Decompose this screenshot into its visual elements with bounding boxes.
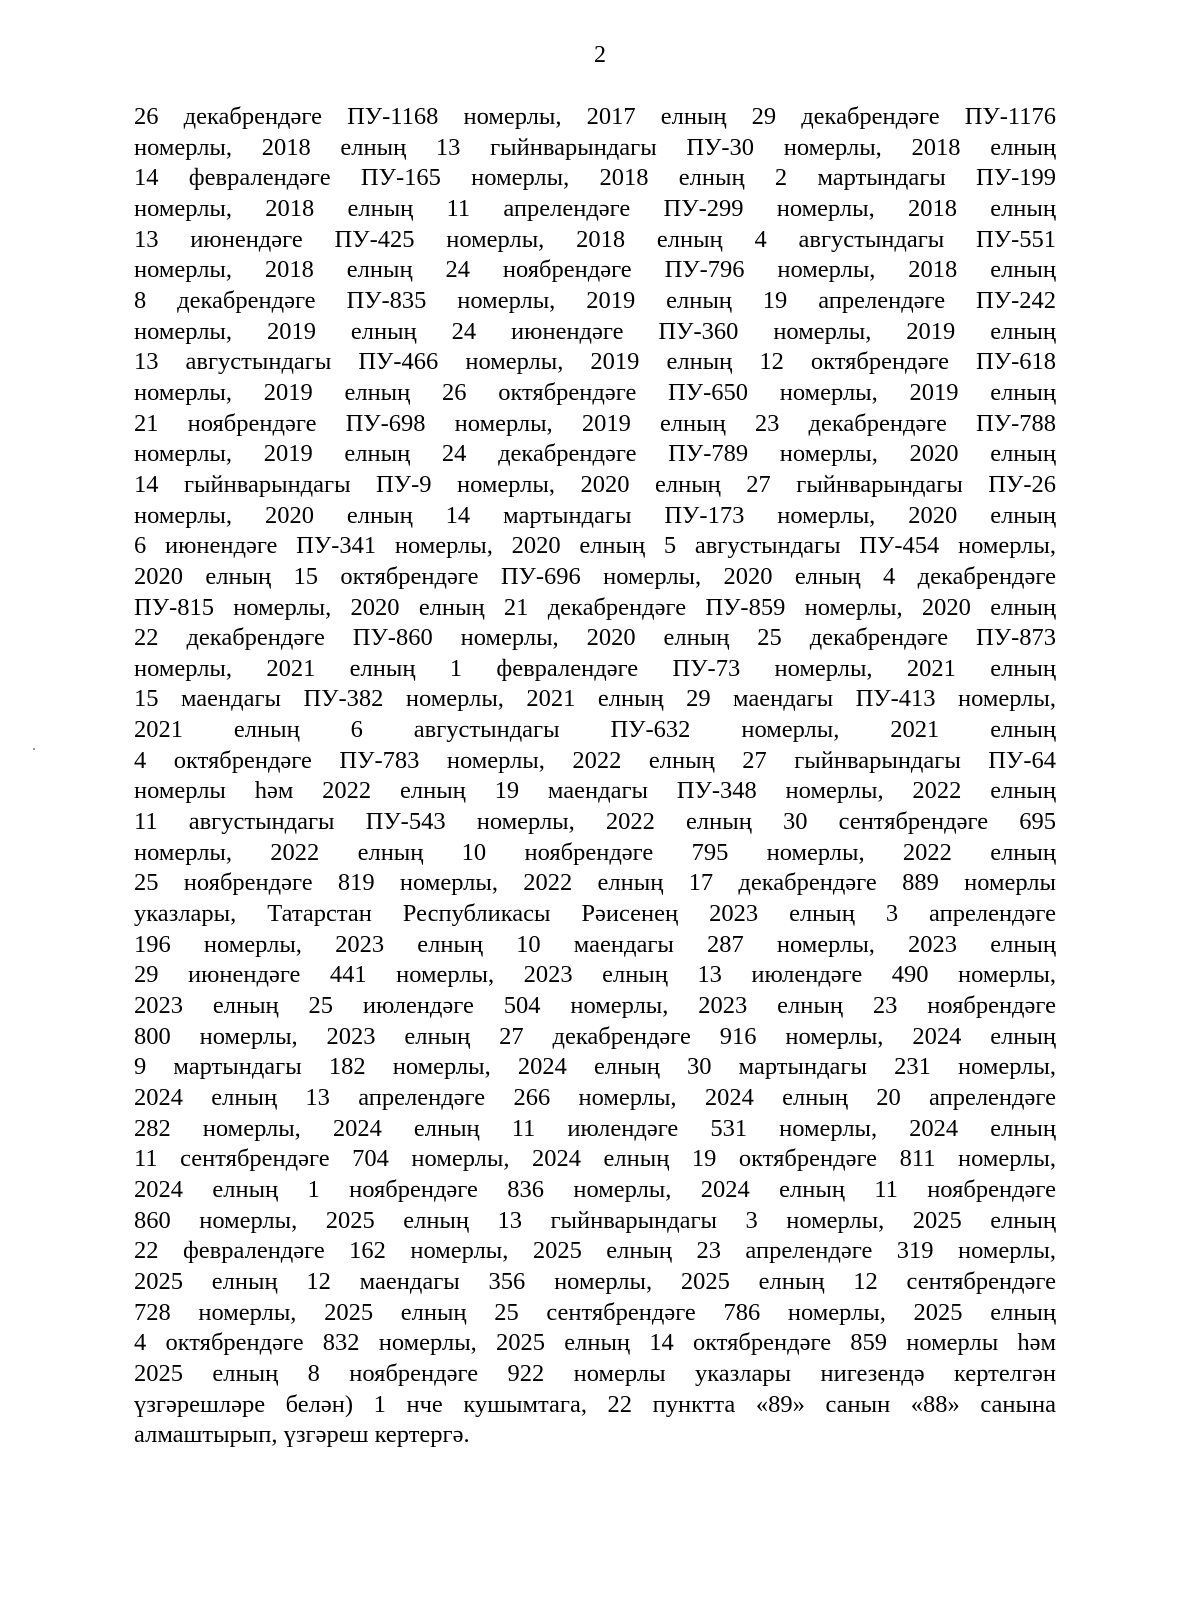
- text-line: номерлы, 2019 елның 24 июнендәге ПУ-360 номерлы, 2019 елның: [134, 317, 1056, 345]
- text-line: 11 августындагы ПУ-543 номерлы, 2022 елның 30 сентябрендәге 695: [134, 808, 1056, 836]
- text-line: 6 июнендәге ПУ-341 номерлы, 2020 елның 5 августындагы ПУ-454 номерлы,: [134, 532, 1056, 560]
- text-line: номерлы, 2020 елның 14 мартындагы ПУ-173 номерлы, 2020 елның: [134, 501, 1056, 529]
- text-line: 2020 елның 15 октябрендәге ПУ-696 номерлы, 2020 елның 4 декабрендәге: [134, 562, 1056, 590]
- text-line: 2024 елның 1 ноябрендәге 836 номерлы, 2024 елның 11 ноябрендәге: [134, 1175, 1056, 1203]
- text-line: номерлы, 2018 елның 11 апрелендәге ПУ-299 номерлы, 2018 елның: [134, 194, 1056, 222]
- text-line: 282 номерлы, 2024 елның 11 июлендәге 531 номерлы, 2024 елның: [134, 1114, 1056, 1142]
- text-line: 800 номерлы, 2023 елның 27 декабрендәге 916 номерлы, 2024 елның: [134, 1022, 1056, 1050]
- text-line: 728 номерлы, 2025 елның 25 сентябрендәге 786 номерлы, 2025 елның: [134, 1298, 1056, 1326]
- text-line: 13 августындагы ПУ-466 номерлы, 2019 елның 12 октябрендәге ПУ-618: [134, 348, 1056, 376]
- text-line: номерлы, 2018 елның 13 гыйнварындагы ПУ-30 номерлы, 2018 елның: [134, 133, 1056, 161]
- text-line: 860 номерлы, 2025 елның 13 гыйнварындагы 3 номерлы, 2025 елның: [134, 1206, 1056, 1234]
- page-number: 2: [594, 42, 606, 68]
- text-line: 4 октябрендәге 832 номерлы, 2025 елның 14 октябрендәге 859 номерлы һәм: [134, 1329, 1056, 1357]
- text-line: номерлы, 2021 елның 1 февралендәге ПУ-73 номерлы, 2021 елның: [134, 654, 1056, 682]
- text-line: 25 ноябрендәге 819 номерлы, 2022 елның 17 декабрендәге 889 номерлы: [134, 869, 1056, 897]
- text-line: номерлы, 2022 елның 10 ноябрендәге 795 номерлы, 2022 елның: [134, 838, 1056, 866]
- text-line: 22 февралендәге 162 номерлы, 2025 елның 23 апрелендәге 319 номерлы,: [134, 1237, 1056, 1265]
- text-line: 11 сентябрендәге 704 номерлы, 2024 елның 19 октябрендәге 811 номерлы,: [134, 1145, 1056, 1173]
- text-line: указлары, Татарстан Республикасы Рәисенең 2023 елның 3 апрелендәге: [134, 900, 1056, 928]
- scan-artifact-dot: [33, 748, 35, 750]
- text-line: 4 октябрендәге ПУ-783 номерлы, 2022 елның 27 гыйнварындагы ПУ-64: [134, 746, 1056, 774]
- text-line: номерлы һәм 2022 елның 19 маендагы ПУ-348 номерлы, 2022 елның: [134, 777, 1056, 805]
- text-line: 8 декабрендәге ПУ-835 номерлы, 2019 елның 19 апрелендәге ПУ-242: [134, 286, 1056, 314]
- text-line: үзгәрешләре белән) 1 нче кушымтага, 22 пунктта «89» санын «88» санына: [134, 1390, 1056, 1418]
- text-line: 29 июнендәге 441 номерлы, 2023 елның 13 июлендәге 490 номерлы,: [134, 961, 1056, 989]
- text-line: ПУ-815 номерлы, 2020 елның 21 декабрендәге ПУ-859 номерлы, 2020 елның: [134, 593, 1056, 621]
- text-line: 2021 елның 6 августындагы ПУ-632 номерлы, 2021 елның: [134, 716, 1056, 744]
- text-line: 9 мартындагы 182 номерлы, 2024 елның 30 мартындагы 231 номерлы,: [134, 1053, 1056, 1081]
- text-line: 21 ноябрендәге ПУ-698 номерлы, 2019 елның 23 декабрендәге ПУ-788: [134, 409, 1056, 437]
- text-line: 15 маендагы ПУ-382 номерлы, 2021 елның 29 маендагы ПУ-413 номерлы,: [134, 685, 1056, 713]
- text-line: номерлы, 2019 елның 26 октябрендәге ПУ-650 номерлы, 2019 елның: [134, 378, 1056, 406]
- text-line: 2025 елның 8 ноябрендәге 922 номерлы указлары нигезендә кертелгән: [134, 1359, 1056, 1387]
- text-line: алмаштырып, үзгәреш кертергә.: [134, 1421, 470, 1449]
- text-line: 22 декабрендәге ПУ-860 номерлы, 2020 елның 25 декабрендәге ПУ-873: [134, 624, 1056, 652]
- text-line: 14 февралендәге ПУ-165 номерлы, 2018 елның 2 мартындагы ПУ-199: [134, 164, 1056, 192]
- text-line: 26 декабрендәге ПУ-1168 номерлы, 2017 елның 29 декабрендәге ПУ-1176: [134, 103, 1056, 130]
- text-line: 13 июнендәге ПУ-425 номерлы, 2018 елның 4 августындагы ПУ-551: [134, 225, 1056, 253]
- body-paragraph: [134, 102, 1056, 1451]
- text-line: номерлы, 2018 елның 24 ноябрендәге ПУ-796 номерлы, 2018 елның: [134, 256, 1056, 284]
- text-line: 2023 елның 25 июлендәге 504 номерлы, 2023 елның 23 ноябрендәге: [134, 992, 1056, 1020]
- text-line: 196 номерлы, 2023 елның 10 маендагы 287 номерлы, 2023 елның: [134, 930, 1056, 958]
- text-line: 14 гыйнварындагы ПУ-9 номерлы, 2020 елның 27 гыйнварындагы ПУ-26: [134, 470, 1056, 498]
- text-line: 2025 елның 12 маендагы 356 номерлы, 2025 елның 12 сентябрендәге: [134, 1267, 1056, 1295]
- text-line: 2024 елның 13 апрелендәге 266 номерлы, 2024 елның 20 апрелендәге: [134, 1084, 1056, 1111]
- text-line: номерлы, 2019 елның 24 декабрендәге ПУ-789 номерлы, 2020 елның: [134, 440, 1056, 468]
